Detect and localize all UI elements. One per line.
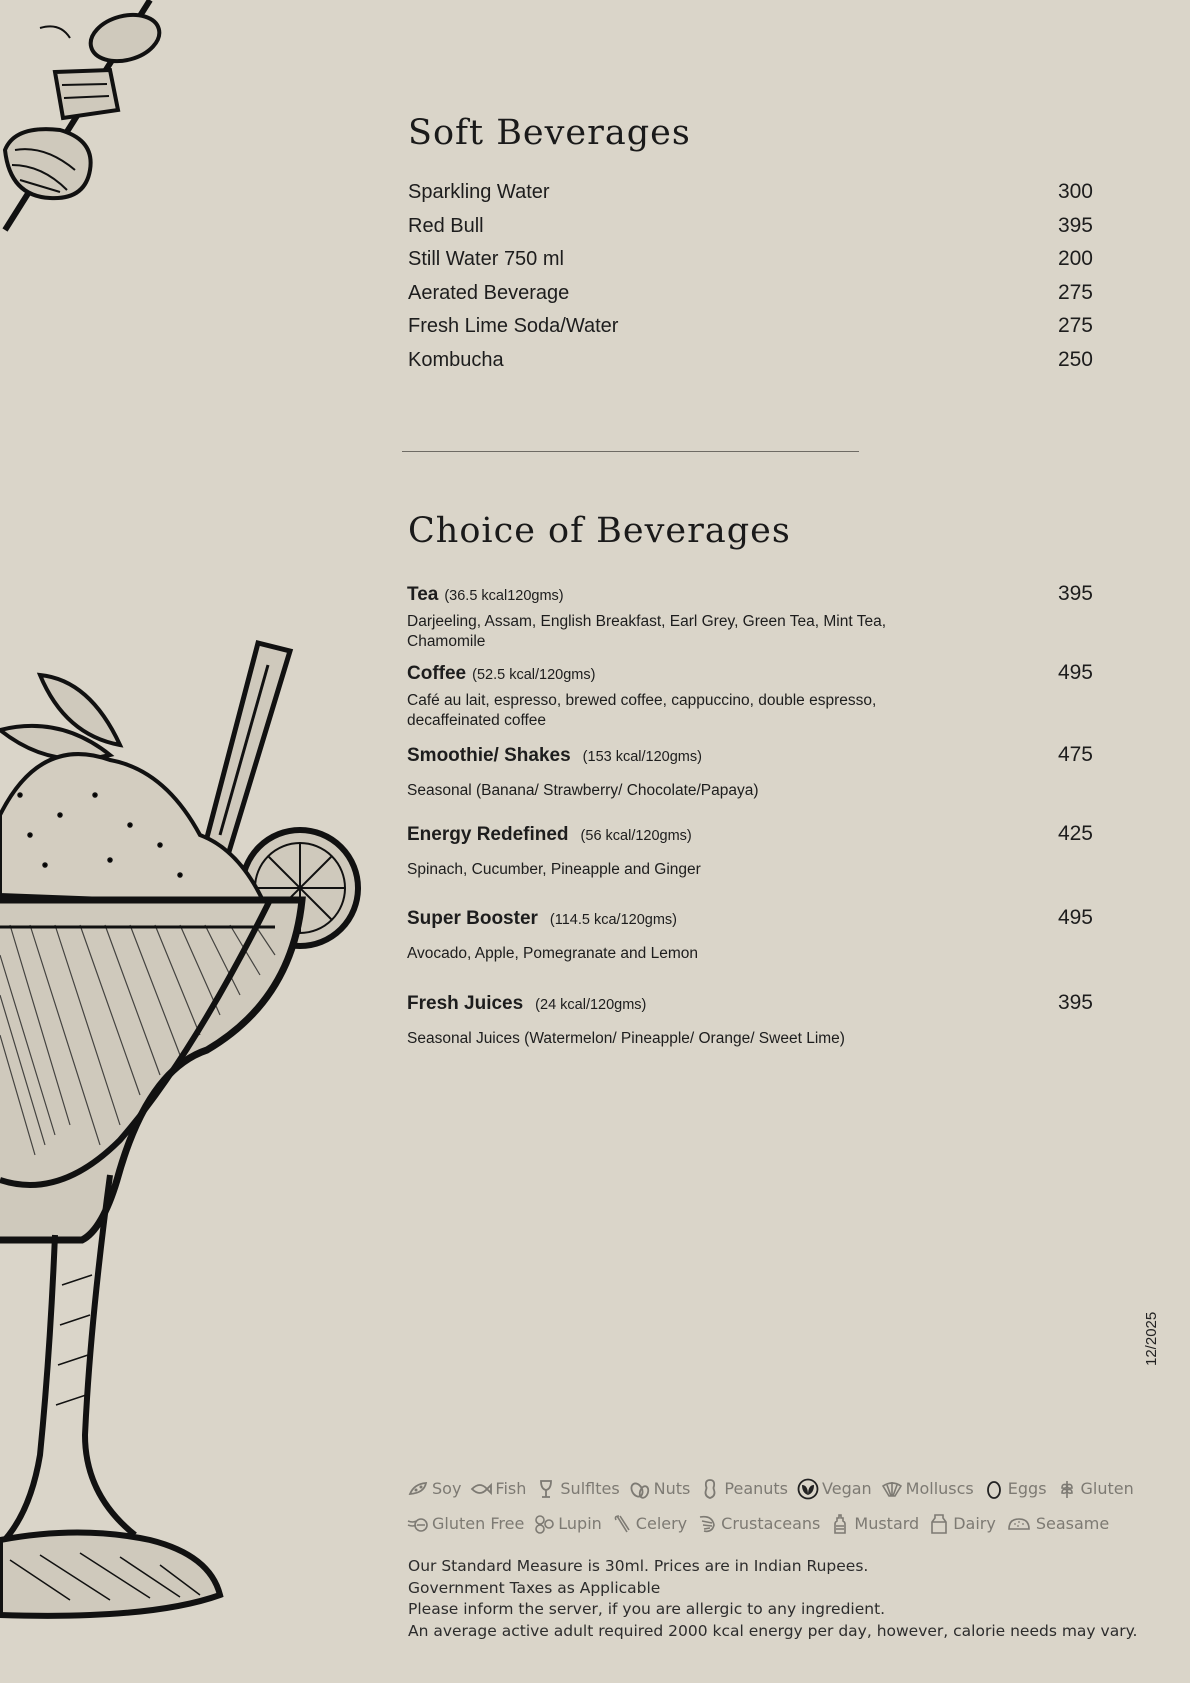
gluten-free-icon: [407, 1513, 429, 1535]
item-price: 495: [1057, 661, 1093, 684]
item-description: Avocado, Apple, Pomegranate and Lemon: [407, 945, 698, 962]
item-price: 425: [1057, 822, 1093, 845]
allergen-label: Seasame: [1035, 1514, 1110, 1533]
section-divider: [402, 451, 859, 452]
allergen-gluten: [1056, 1478, 1134, 1500]
allergen-mustard: [829, 1513, 919, 1535]
item-name: Red Bull: [408, 214, 484, 237]
note-line: Please inform the server, if you are allergic to any ingredient.: [408, 1600, 886, 1618]
item-kcal: (56 kcal/120gms): [580, 828, 692, 844]
item-name: Smoothie/ Shakes: [407, 745, 571, 766]
item-name: Tea: [407, 584, 439, 605]
item-name: Coffee: [407, 663, 467, 684]
item-name: Sparkling Water: [408, 181, 550, 203]
allergen-label: Mustard: [854, 1514, 920, 1533]
item-price: 275: [1057, 314, 1093, 337]
list-item: [408, 214, 1093, 248]
sesame-bun-icon: [1005, 1513, 1033, 1535]
allergen-molluscs: [881, 1478, 974, 1500]
allergen-gluten-free: [407, 1513, 524, 1535]
allergen-peanuts: [699, 1478, 788, 1500]
list-item: [407, 743, 1093, 801]
list-item: [407, 661, 1093, 731]
item-description: Darjeeling, Assam, English Breakfast, Earl Grey, Green Tea, Mint Tea, Chamomile: [407, 613, 886, 650]
item-price: 495: [1057, 906, 1093, 929]
item-price: 200: [1057, 247, 1093, 270]
fish-icon: [470, 1478, 492, 1500]
lupin-icon: [533, 1513, 555, 1535]
list-item: [407, 582, 1093, 652]
note-line: An average active adult required 2000 kcal energy per day, however, calorie needs may vary.: [408, 1621, 1138, 1640]
allergen-label: Dairy: [953, 1514, 996, 1533]
allergen-label: Nuts: [653, 1479, 691, 1498]
edition-date-text: 12/2025: [1143, 1311, 1160, 1366]
item-price: 475: [1057, 743, 1093, 766]
allergen-sulfites: [535, 1478, 619, 1500]
allergen-label: Celery: [635, 1514, 688, 1533]
item-kcal: (114.5 kca/120gms): [549, 912, 677, 928]
milk-carton-icon: [928, 1513, 950, 1535]
cocktail-glass-illustration: [0, 635, 370, 1620]
item-price: 300: [1057, 180, 1093, 203]
shrimp-icon: [696, 1513, 718, 1535]
item-kcal: (153 kcal/120gms): [582, 749, 702, 765]
list-item: [408, 348, 1093, 382]
allergen-dairy: [928, 1513, 996, 1535]
list-item: [407, 991, 1093, 1049]
item-name: Still Water 750 ml: [408, 248, 564, 270]
list-item: [407, 822, 1093, 880]
wheat-icon: [1056, 1478, 1078, 1500]
allergen-vegan: [797, 1478, 872, 1500]
list-item: [408, 247, 1093, 281]
allergen-label: Vegan: [822, 1479, 872, 1498]
allergen-label: Molluscs: [905, 1479, 974, 1498]
item-name: Aerated Beverage: [408, 281, 570, 304]
allergen-celery: [611, 1513, 687, 1535]
item-price: 395: [1057, 582, 1093, 605]
mustard-bottle-icon: [829, 1513, 851, 1535]
allergen-legend: [407, 1471, 1134, 1541]
peanut-icon: [699, 1478, 721, 1500]
skewer-illustration: [0, 0, 180, 240]
allergen-nuts: [629, 1478, 691, 1500]
item-kcal: (24 kcal/120gms): [535, 997, 647, 1013]
note-line: Government Taxes as Applicable: [408, 1578, 661, 1597]
note-line: Our Standard Measure is 30ml. Prices are in Indian Rupees.: [408, 1557, 869, 1575]
list-item: [408, 314, 1093, 348]
item-kcal: (36.5 kcal120gms): [444, 588, 564, 604]
allergen-sesame: [1005, 1513, 1109, 1535]
list-item: [407, 906, 1093, 964]
allergen-label: Fish: [495, 1479, 527, 1498]
allergen-label: Gluten Free: [432, 1514, 525, 1533]
item-name: Fresh Lime Soda/Water: [408, 315, 619, 337]
item-description: Seasonal Juices (Watermelon/ Pineapple/ Orange/ Sweet Lime): [407, 1030, 845, 1047]
shell-icon: [881, 1478, 903, 1500]
allergen-label: Lupin: [558, 1514, 602, 1533]
wine-glass-icon: [535, 1478, 557, 1500]
allergen-lupin: [533, 1513, 602, 1535]
item-price: 395: [1057, 991, 1093, 1014]
egg-icon: [983, 1478, 1005, 1500]
allergen-fish: [470, 1478, 526, 1500]
item-description: Seasonal (Banana/ Strawberry/ Chocolate/Papaya): [407, 782, 759, 799]
allergen-label: Sulfltes: [560, 1479, 620, 1498]
item-price: 250: [1057, 347, 1093, 371]
allergen-label: Peanuts: [724, 1479, 789, 1498]
soft-beverages-list: [408, 180, 1093, 381]
soy-icon: [407, 1478, 429, 1500]
nuts-icon: [629, 1478, 651, 1500]
allergen-crustaceans: [696, 1513, 820, 1535]
item-name: Kombucha: [408, 348, 504, 371]
allergen-label: Eggs: [1007, 1479, 1047, 1498]
soft-beverages-title: Soft Beverages: [408, 113, 691, 153]
item-name: Fresh Juices: [407, 993, 524, 1014]
allergen-eggs: [983, 1478, 1047, 1500]
item-name: Energy Redefined: [407, 824, 569, 845]
item-description: Café au lait, espresso, brewed coffee, cappuccino, double espresso, decaffeinated coffee: [407, 692, 877, 729]
allergen-label: Gluten: [1080, 1479, 1134, 1498]
item-price: 395: [1057, 213, 1093, 237]
item-name: Super Booster: [407, 908, 538, 929]
allergen-label: Crustaceans: [721, 1514, 821, 1533]
list-item: [408, 180, 1093, 214]
allergen-row: [407, 1471, 1134, 1506]
choice-of-beverages-title: Choice of Beverages: [408, 511, 791, 551]
list-item: [408, 281, 1093, 315]
vegan-leaf-icon: [797, 1478, 819, 1500]
item-price: 275: [1057, 280, 1093, 304]
celery-icon: [611, 1513, 633, 1535]
allergen-label: Soy: [432, 1479, 462, 1498]
item-kcal: (52.5 kcal/120gms): [472, 667, 596, 683]
item-description: Spinach, Cucumber, Pineapple and Ginger: [407, 861, 701, 878]
allergen-row: [407, 1506, 1110, 1541]
footer-notes: [408, 1556, 1137, 1642]
allergen-soy: [407, 1478, 461, 1500]
